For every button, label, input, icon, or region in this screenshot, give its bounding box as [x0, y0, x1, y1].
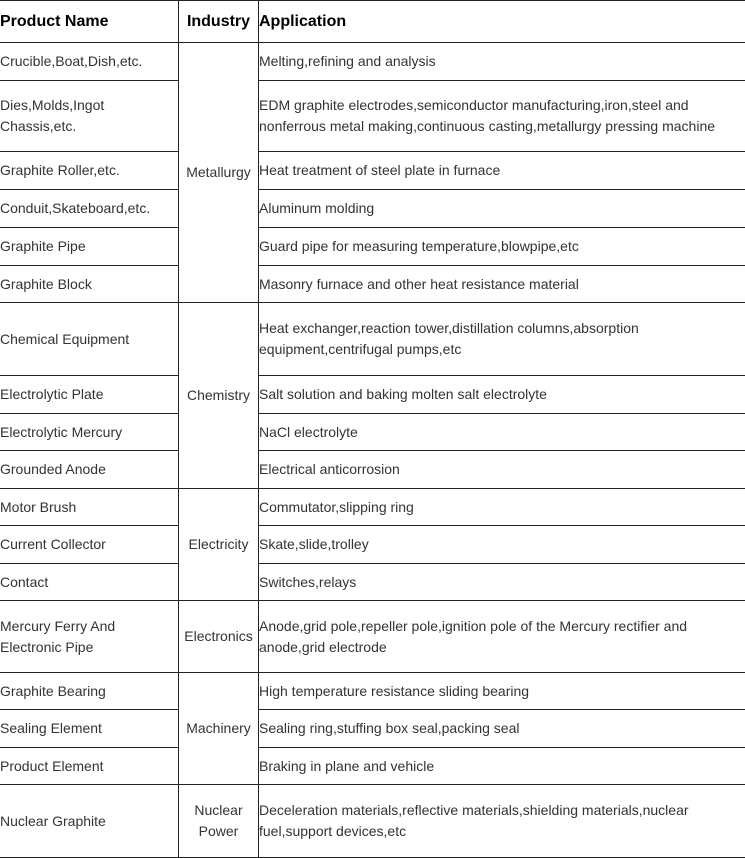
product-cell: Product Element	[0, 748, 179, 785]
application-cell: NaCl electrolyte	[259, 414, 745, 451]
application-cell: Heat treatment of steel plate in furnace	[259, 152, 745, 190]
application-cell: Skate,slide,trolley	[259, 526, 745, 564]
industry-cell: Chemistry	[179, 303, 259, 489]
header-industry: Industry	[179, 1, 259, 43]
table-row	[0, 228, 745, 266]
table-row	[0, 673, 745, 710]
table-row	[0, 489, 745, 526]
table-row	[0, 152, 745, 190]
product-cell: Mercury Ferry And Electronic Pipe	[0, 601, 179, 673]
table-row	[0, 303, 745, 376]
table-row	[0, 601, 745, 673]
application-cell: Masonry furnace and other heat resistance material	[259, 266, 745, 303]
product-cell: Conduit,Skateboard,etc.	[0, 190, 179, 228]
table-row	[0, 564, 745, 601]
table-row	[0, 414, 745, 451]
product-cell: Current Collector	[0, 526, 179, 564]
industry-cell: Electricity	[179, 489, 259, 601]
table-row	[0, 748, 745, 785]
table-row	[0, 190, 745, 228]
product-cell: Dies,Molds,Ingot Chassis,etc.	[0, 81, 179, 152]
application-cell: Switches,relays	[259, 564, 745, 601]
table-row	[0, 710, 745, 748]
table-row	[0, 376, 745, 414]
header-application: Application	[259, 1, 745, 43]
header-row	[0, 1, 745, 43]
table-row	[0, 266, 745, 303]
product-cell: Grounded Anode	[0, 451, 179, 489]
product-cell: Graphite Pipe	[0, 228, 179, 266]
application-cell: High temperature resistance sliding bearing	[259, 673, 745, 710]
table-row	[0, 526, 745, 564]
application-cell: Melting,refining and analysis	[259, 43, 745, 81]
product-cell: Contact	[0, 564, 179, 601]
application-cell: Guard pipe for measuring temperature,blowpipe,etc	[259, 228, 745, 266]
table-row	[0, 43, 745, 81]
application-cell: Electrical anticorrosion	[259, 451, 745, 489]
application-cell: EDM graphite electrodes,semiconductor manufacturing,iron,steel and nonferrous metal making,continuous casting,metallurgy pressing machine	[259, 81, 745, 152]
application-cell: Deceleration materials,reflective materials,shielding materials,nuclear fuel,support devices,etc	[259, 785, 745, 858]
application-cell: Heat exchanger,reaction tower,distillation columns,absorption equipment,centrifugal pumps,etc	[259, 303, 745, 376]
product-cell: Electrolytic Mercury	[0, 414, 179, 451]
application-cell: Aluminum molding	[259, 190, 745, 228]
product-cell: Electrolytic Plate	[0, 376, 179, 414]
industry-cell: Electronics	[179, 601, 259, 673]
product-cell: Graphite Roller,etc.	[0, 152, 179, 190]
product-cell: Graphite Bearing	[0, 673, 179, 710]
product-cell: Crucible,Boat,Dish,etc.	[0, 43, 179, 81]
industry-cell: Metallurgy	[179, 43, 259, 303]
application-cell: Sealing ring,stuffing box seal,packing seal	[259, 710, 745, 748]
product-cell: Nuclear Graphite	[0, 785, 179, 858]
application-cell: Commutator,slipping ring	[259, 489, 745, 526]
product-cell: Graphite Block	[0, 266, 179, 303]
application-cell: Anode,grid pole,repeller pole,ignition pole of the Mercury rectifier and anode,grid electrode	[259, 601, 745, 673]
application-cell: Salt solution and baking molten salt electrolyte	[259, 376, 745, 414]
table-row	[0, 81, 745, 152]
product-cell: Chemical Equipment	[0, 303, 179, 376]
industry-cell: Nuclear Power	[179, 785, 259, 858]
product-cell: Sealing Element	[0, 710, 179, 748]
table-row	[0, 451, 745, 489]
application-cell: Braking in plane and vehicle	[259, 748, 745, 785]
product-cell: Motor Brush	[0, 489, 179, 526]
industry-cell: Machinery	[179, 673, 259, 785]
header-product-name: Product Name	[0, 1, 179, 43]
table-row	[0, 785, 745, 858]
